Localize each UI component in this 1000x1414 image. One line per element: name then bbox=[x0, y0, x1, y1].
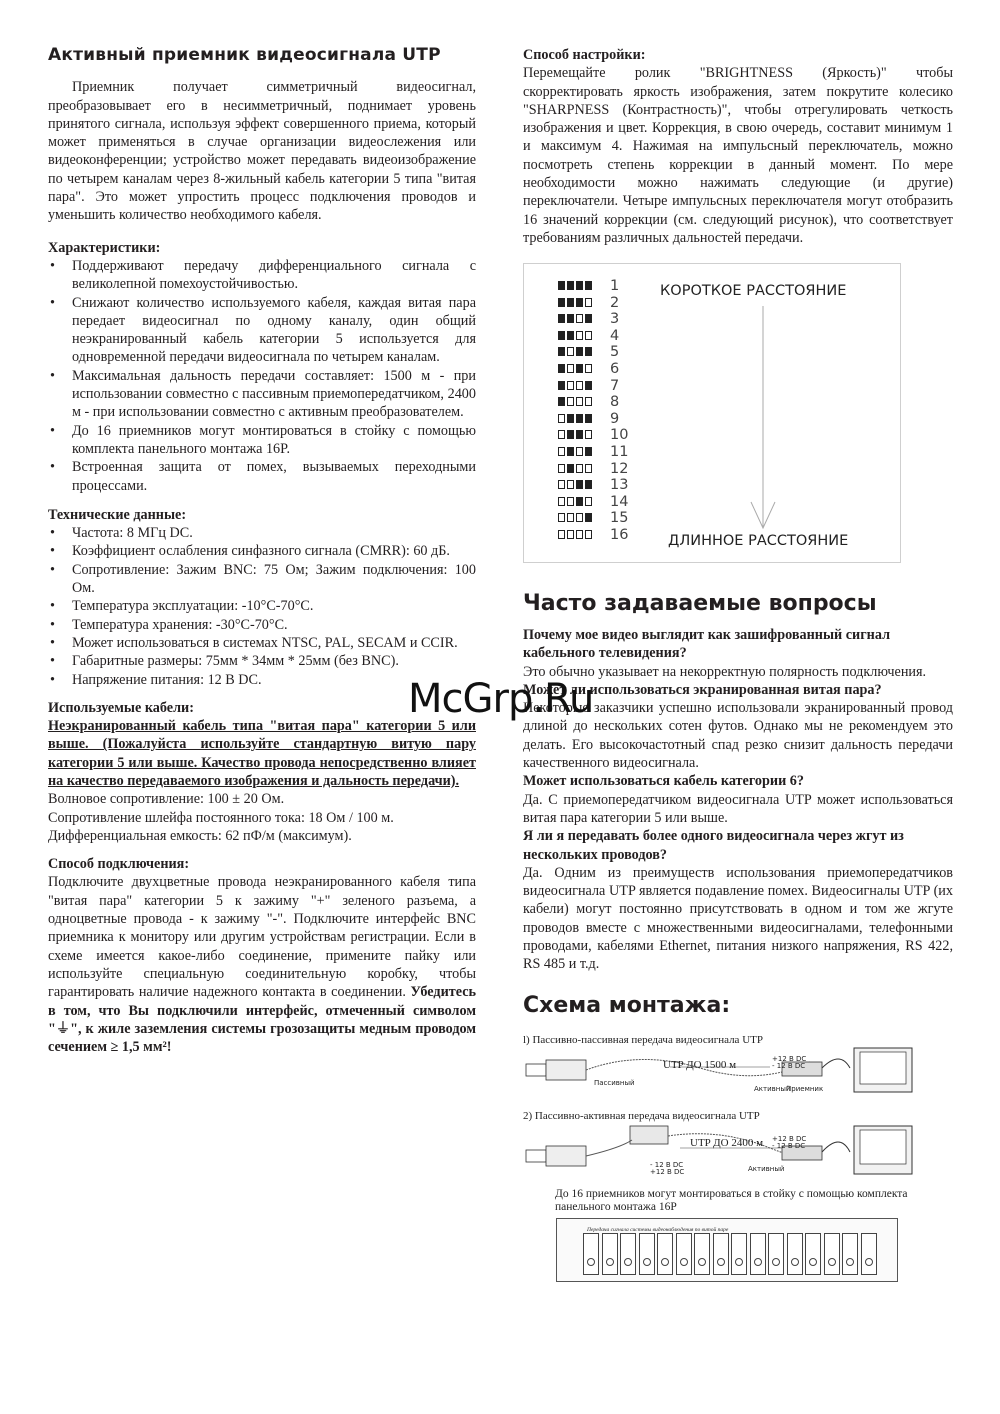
receiver-label: Приемник bbox=[786, 1085, 824, 1093]
dip-number: 13 bbox=[610, 477, 629, 494]
list-item: • Коэффициент ослабления синфазного сигнала (CMRR): 60 дБ. bbox=[48, 542, 476, 560]
list-item: • Поддерживают передачу дифференциального сигнала с великолепной помехоустойчивостью. bbox=[48, 257, 476, 294]
schema-heading: Схема монтажа: bbox=[523, 993, 731, 1018]
knob-icon bbox=[680, 1258, 688, 1266]
setup-heading: Способ настройки: bbox=[523, 47, 646, 63]
rack-slot bbox=[620, 1233, 636, 1275]
knob-icon bbox=[754, 1258, 762, 1266]
faq-answer: Некоторые заказчики успешно использовали экранированный провод длиной до нескольких сотен футов. Однако мы не рекомендуем это делать. Его высокочастотный спад резко снизит дальность передачи качественного видеосигнала. bbox=[523, 700, 953, 772]
rack-slot bbox=[805, 1233, 821, 1275]
list-item: • До 16 приемников могут монтироваться в стойку с помощью комплекта панельного монтажа 16P. bbox=[48, 422, 476, 459]
rack-slot bbox=[583, 1233, 599, 1275]
knob-icon bbox=[828, 1258, 836, 1266]
list-item: • Сопротивление: Зажим BNC: 75 Ом; Зажим подключения: 100 Ом. bbox=[48, 561, 476, 598]
list-item: • Температура эксплуатации: -10°C-70°C. bbox=[48, 597, 476, 615]
dip-number: 6 bbox=[610, 361, 620, 377]
knob-icon bbox=[624, 1258, 632, 1266]
dip-number: 10 bbox=[610, 427, 629, 444]
long-distance-label: ДЛИННОЕ РАССТОЯНИЕ bbox=[668, 533, 849, 549]
schema1-distance: UTP ДО 1500 м bbox=[663, 1059, 737, 1071]
short-distance-label: КОРОТКОЕ РАССТОЯНИЕ bbox=[660, 283, 847, 299]
connect-heading: Способ подключения: bbox=[48, 856, 190, 873]
dip-number: 11 bbox=[610, 444, 629, 460]
dip-number: 9 bbox=[610, 410, 620, 427]
plus12-label: +12 В DC bbox=[772, 1055, 807, 1063]
knob-icon bbox=[846, 1258, 854, 1266]
dip-switch-pattern bbox=[558, 479, 594, 490]
list-item: • Частота: 8 МГц DC. bbox=[48, 524, 476, 542]
cables-line: Сопротивление шлейфа постоянного тока: 18 Ом / 100 м. bbox=[48, 809, 394, 826]
dip-switch-pattern bbox=[558, 496, 594, 507]
plus12-label-2: +12 В DC bbox=[650, 1168, 685, 1176]
knob-icon bbox=[809, 1258, 817, 1266]
dip-switch-pattern bbox=[558, 529, 594, 540]
list-item: • Максимальная дальность передачи составляет: 1500 м - при использовании совместно с пассивным приемопередатчиком, 2400 м - при использовании совместно с активным преобразователем. bbox=[48, 367, 476, 422]
dip-switch-pattern bbox=[558, 429, 594, 440]
watermark: McGrp.Ru bbox=[408, 676, 594, 722]
schema1-caption: l) Пассивно-пассивная передача видеосигнала UTP bbox=[523, 1034, 763, 1046]
rack-slot bbox=[676, 1233, 692, 1275]
dip-number: 8 bbox=[610, 394, 620, 411]
dip-switch-pattern bbox=[558, 380, 594, 391]
faq-answer: Да. Одним из преимуществ использования приемопередатчиков видеосигнала UTP является подавление помех. Видеосигналы UTP (их кабели) могут постоянно присутствовать в одном и том же жгуте проводов вместе с множественными видеосигналами, телефонными проводами, кабелями Ethernet, питания низкого напряжения, RS 422, RS 485 и т.д. bbox=[523, 864, 953, 973]
left-column bbox=[48, 0, 476, 1056]
knob-icon bbox=[735, 1258, 743, 1266]
connect-text bbox=[48, 873, 476, 1056]
cables-line: Волновое сопротивление: 100 ± 20 Ом. bbox=[48, 791, 285, 808]
list-item: • Снижают количество используемого кабеля, каждая витая пара передает видеосигнал по одному каналу, один общий неэкранированный кабель категории 5 используется для одновременной передачи видеосигнала по четырем каналам. bbox=[48, 294, 476, 367]
dip-switch-pattern bbox=[558, 396, 594, 407]
minus12-label-3: - 12 В DC bbox=[772, 1142, 806, 1150]
dip-number: 3 bbox=[610, 311, 620, 328]
list-item: • Может использоваться в системах NTSC, PAL, SECAM и CCIR. bbox=[48, 634, 476, 652]
dip-switch-pattern bbox=[558, 346, 594, 357]
list-item: • Напряжение питания: 12 В DC. bbox=[48, 671, 476, 689]
knob-icon bbox=[661, 1258, 669, 1266]
knob-icon bbox=[772, 1258, 780, 1266]
schema2-distance: UTP ДО 2400 м bbox=[690, 1137, 764, 1149]
cables-heading: Используемые кабели: bbox=[48, 699, 194, 716]
dip-number: 1 bbox=[610, 278, 620, 294]
rack-slot bbox=[713, 1233, 729, 1275]
dip-number: 12 bbox=[610, 460, 629, 477]
connect-warning: Убедитесь в том, что Вы подключили интерфейс, отмеченный символом "⏚", к жиле заземления системы грозозащиты медным проводом сечением ≥ 1,5 мм²! bbox=[48, 984, 476, 1056]
right-column bbox=[523, 0, 953, 247]
intro-text: Приемник получает симметричный видеосигнал, преобразовывает его в несимметричный, поднимает уровень принятого сигнала, используя эффект совершенного приема, который может применяться в случае организации видеослежения или видеоконференции; устройство может передавать видеоизображение по четырем каналам через 8-жильный кабель категории 5 типа "витая пара". Это может упростить процесс подключения проводов и уменьшить количество необходимого кабеля. bbox=[48, 79, 476, 224]
rack-slot bbox=[842, 1233, 858, 1275]
dip-number: 14 bbox=[610, 493, 629, 510]
setup-text: Перемещайте ролик "BRIGHTNESS (Яркость)" чтобы скорректировать яркость изображения, затем покрутите колесико "SHARPNESS (Контрастность)", чтобы отрегулировать четкость изображения и цвет. Коррекция, в свою очередь, составит минимум 1 и максимум 4. Нажимая на импульсный переключатель, можно посмотреть степень коррекции в данный момент. По мере необходимости можно нажимать следующие (и другие) переключатели. Четыре импульсных переключателя могут отобразить 16 значений коррекции (см. следующий рисунок), что соответствует требованиям различных дальностей передачи. bbox=[523, 65, 953, 246]
faq-question: Почему мое видео выглядит как зашифрованный сигнал кабельного телевидения? bbox=[523, 627, 891, 662]
knob-icon bbox=[606, 1258, 614, 1266]
dip-switch-pattern bbox=[558, 463, 594, 474]
features-list bbox=[48, 257, 476, 495]
dip-switch-pattern bbox=[558, 313, 594, 324]
knob-icon bbox=[698, 1258, 706, 1266]
dip-number: 7 bbox=[610, 377, 620, 394]
dip-number: 16 bbox=[610, 527, 629, 543]
page-title: Активный приемник видеосигнала UTP bbox=[48, 45, 441, 65]
dip-switch-pattern bbox=[558, 280, 594, 291]
rack-slot bbox=[824, 1233, 840, 1275]
rack-slot bbox=[639, 1233, 655, 1275]
faq-heading: Часто задаваемые вопросы bbox=[523, 591, 877, 616]
dip-switch-pattern bbox=[558, 297, 594, 308]
rack-slot bbox=[861, 1233, 877, 1275]
knob-icon bbox=[587, 1258, 595, 1266]
dip-number: 15 bbox=[610, 510, 629, 527]
faq-question: Может использоваться кабель категории 6? bbox=[523, 773, 804, 790]
active-label: Активный bbox=[754, 1085, 791, 1093]
plus12-label-3: +12 В DC bbox=[772, 1135, 807, 1143]
dip-number: 4 bbox=[610, 327, 620, 344]
faq-question: Я ли я передавать более одного видеосигнала через жгут из нескольких проводов? bbox=[523, 828, 904, 863]
rack-caption: До 16 приемников могут монтироваться в стойку с помощью комплекта панельного монтажа 16P bbox=[555, 1188, 908, 1213]
features-heading: Характеристики: bbox=[48, 239, 161, 256]
rack-slot bbox=[731, 1233, 747, 1275]
active-label-2: Активный bbox=[748, 1165, 785, 1173]
dip-switch-pattern bbox=[558, 330, 594, 341]
knob-icon bbox=[791, 1258, 799, 1266]
cables-warning: Неэкранированный кабель типа "витая пара" категории 5 или выше. (Пожалуйста используйте стандартную витую пару категории 5 или выше. Качество провода непосредственно влияет на качество передаваемого изображения и дальность передачи). bbox=[48, 718, 476, 789]
cables-line: Дифференциальная емкость: 62 пФ/м (максимум). bbox=[48, 827, 352, 844]
faq-question: Может ли использоваться экранированная витая пара? bbox=[523, 681, 882, 698]
dip-number: 2 bbox=[610, 294, 620, 311]
dip-switch-figure bbox=[523, 263, 901, 563]
rack-slot bbox=[750, 1233, 766, 1275]
rack-slot bbox=[787, 1233, 803, 1275]
knob-icon bbox=[643, 1258, 651, 1266]
list-item: • Встроенная защита от помех, вызываемых переходными процессами. bbox=[48, 458, 476, 495]
knob-icon bbox=[717, 1258, 725, 1266]
connect-body: Подключите двухцветные провода неэкранированного кабеля типа "витая пара" категории 5 к зажиму "+" зеленого разъема, а одноцветные провода - к зажиму "-". Подключите интерфейс BNC приемника к монитору или другим устройствам регистрации. Если в схеме имеется какое-либо соединение, примените пайку или используйте специальную соединительную коробку, чтобы гарантировать наличие надежного контакта в соединении. bbox=[48, 874, 476, 1001]
faq-answer: Да. С приемопередатчиком видеосигнала UTP может использоваться витая пара категории 5 или выше. bbox=[523, 791, 953, 826]
rack-slot bbox=[657, 1233, 673, 1275]
tech-list bbox=[48, 524, 476, 689]
dip-switch-pattern bbox=[558, 413, 594, 424]
faq-answer: Это обычно указывает на некорректную полярность подключения. bbox=[523, 663, 927, 680]
list-item: • Температура хранения: -30°C-70°C. bbox=[48, 616, 476, 634]
schema-heading-wrap bbox=[523, 992, 730, 1020]
arrow-down-icon bbox=[748, 306, 778, 532]
passive-label: Пассивный bbox=[594, 1079, 635, 1087]
dip-number: 5 bbox=[610, 344, 620, 361]
rack-slot bbox=[768, 1233, 784, 1275]
rack-label: Передача сигнала системы видеонаблюдения по витой паре bbox=[587, 1227, 729, 1233]
dip-switch-pattern bbox=[558, 363, 594, 374]
minus12-label-2: - 12 В DC bbox=[650, 1161, 684, 1169]
tech-heading: Технические данные: bbox=[48, 506, 187, 523]
rack-panel bbox=[556, 1218, 898, 1282]
faq-section bbox=[523, 590, 953, 974]
knob-icon bbox=[865, 1258, 873, 1266]
dip-switch-pattern bbox=[558, 512, 594, 523]
schema2-caption: 2) Пассивно-активная передача видеосигнала UTP bbox=[523, 1110, 760, 1122]
dip-switch-pattern bbox=[558, 446, 594, 457]
rack-slot bbox=[694, 1233, 710, 1275]
minus12-label: - 12 В DC bbox=[772, 1062, 806, 1070]
rack-slot bbox=[602, 1233, 618, 1275]
list-item: • Габаритные размеры: 75мм * 34мм * 25мм (без BNC). bbox=[48, 652, 476, 670]
